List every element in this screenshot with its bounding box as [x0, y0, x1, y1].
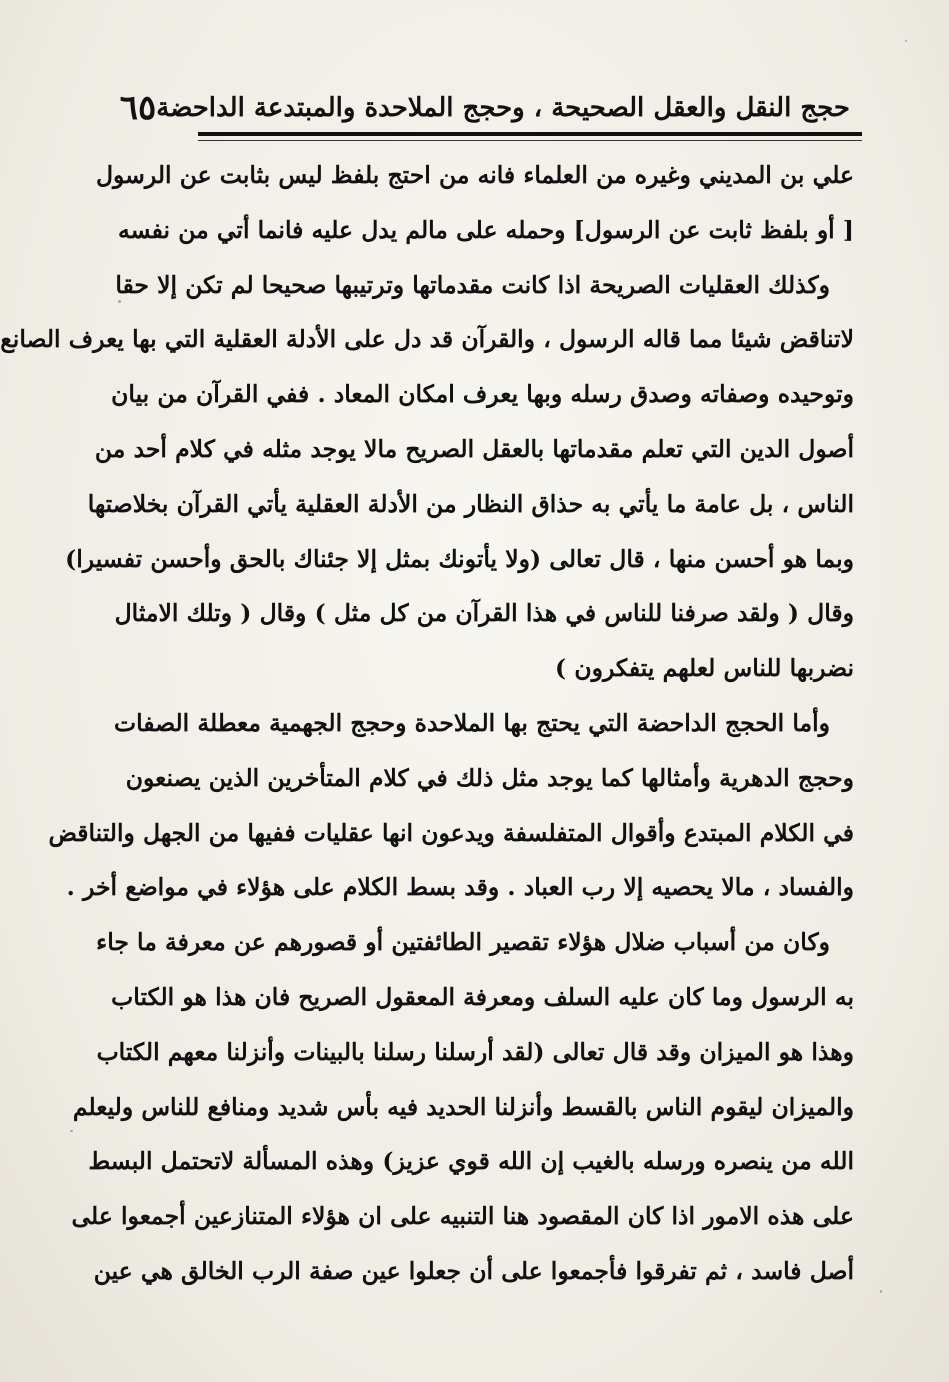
- text-line: لاتناقض شيئا مما قاله الرسول ، والقرآن قد دل على الأدلة العقلية التي بها يعرف الصانع: [0, 325, 854, 354]
- text-line: في الكلام المبتدع وأقوال المتفلسفة ويدعون انها عقليات ففيها من الجهل والتناقض: [48, 818, 854, 847]
- header-rule-thin: [198, 140, 862, 141]
- page-header: [119, 88, 850, 128]
- text-line: نضربها للناس لعلهم يتفكرون ): [555, 654, 854, 683]
- paper-speck: [905, 40, 907, 42]
- running-title: حجج النقل والعقل الصحيحة ، وحجج الملاحدة والمبتدعة الداحضة: [156, 93, 850, 123]
- text-line: وهذا هو الميزان وقد قال تعالى (لقد أرسلنا رسلنا بالبينات وأنزلنا معهم الكتاب: [96, 1037, 854, 1066]
- text-line: الله من ينصره ورسله بالغيب إن الله قوي عزيز) وهذه المسألة لاتحتمل البسط: [88, 1147, 854, 1176]
- text-line: والميزان ليقوم الناس بالقسط وأنزلنا الحديد فيه بأس شديد ومنافع للناس وليعلم: [72, 1092, 854, 1121]
- text-line: به الرسول وما كان عليه السلف ومعرفة المعقول الصريح فان هذا هو الكتاب: [111, 982, 854, 1011]
- paper-speck: [70, 1130, 73, 1132]
- header-rule: [198, 132, 862, 136]
- page-number: ٦٥: [119, 88, 157, 128]
- text-line: وأما الحجج الداحضة التي يحتج بها الملاحدة وحجج الجهمية معطلة الصفات: [113, 708, 830, 737]
- text-line: وتوحيده وصفاته وصدق رسله وبها يعرف امكان المعاد . ففي القرآن من بيان: [111, 380, 854, 409]
- text-line: علي بن المديني وغيره من العلماء فانه من احتج بلفظ ليس بثابت عن الرسول: [95, 161, 854, 189]
- text-line: وكذلك العقليات الصريحة اذا كانت مقدماتها وترتيبها صحيحا لم تكن إلا حقا: [115, 270, 830, 299]
- text-line: [ أو بلفظ ثابت عن الرسول] وحمله على مالم يدل عليه فانما أتي من نفسه: [118, 215, 854, 244]
- text-line: الناس ، بل عامة ما يأتي به حذاق النظار من الأدلة العقلية يأتي القرآن بخلاصتها: [87, 489, 854, 518]
- paper-speck: [118, 300, 121, 303]
- body-text: [0, 148, 854, 1299]
- text-line: وكان من أسباب ضلال هؤلاء تقصير الطائفتين أو قصورهم عن معرفة ما جاء: [96, 928, 830, 957]
- text-line: على هذه الامور اذا كان المقصود هنا التنبيه على ان هؤلاء المتنازعين أجمعوا على: [71, 1202, 854, 1231]
- text-line: وحجج الدهرية وأمثالها كما يوجد مثل ذلك في كلام المتأخرين الذين يصنعون: [125, 763, 854, 792]
- text-line: والفساد ، مالا يحصيه إلا رب العباد . وقد بسط الكلام على هؤلاء في مواضع أخر .: [66, 873, 854, 902]
- paper-speck: [880, 1290, 882, 1293]
- text-line: أصل فاسد ، ثم تفرقوا فأجمعوا على أن جعلوا عين صفة الرب الخالق هي عين: [93, 1256, 854, 1285]
- text-line: أصول الدين التي تعلم مقدماتها بالعقل الصريح مالا يوجد مثله في كلام أحد من: [94, 434, 854, 463]
- text-line: وبما هو أحسن منها ، قال تعالى (ولا يأتونك بمثل إلا جئناك بالحق وأحسن تفسيرا): [65, 544, 854, 573]
- text-line: وقال ( ولقد صرفنا للناس في هذا القرآن من كل مثل ) وقال ( وتلك الامثال: [114, 599, 854, 628]
